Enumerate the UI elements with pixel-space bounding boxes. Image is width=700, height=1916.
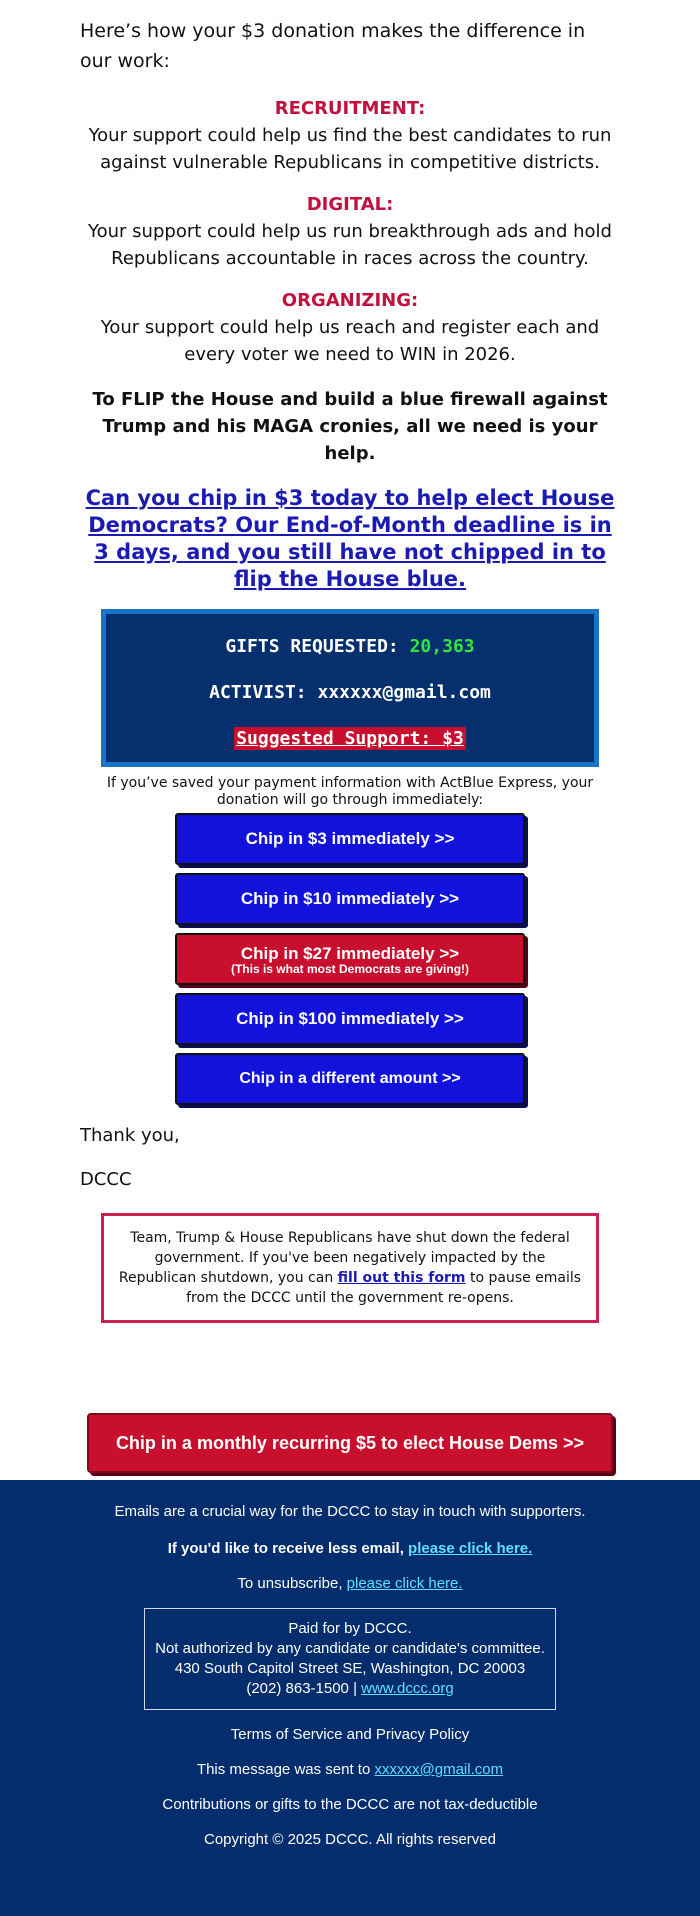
chip-27-button[interactable] [175, 933, 525, 985]
unsubscribe-link[interactable]: please click here. [346, 1575, 463, 1592]
recruitment-text: Your support could help us find the best candidates to run against vulnerable Republicans in competitive districts. [88, 125, 612, 173]
gifts-row [106, 624, 594, 670]
less-email-text: If you'd like to receive less email, [167, 1540, 404, 1557]
gifts-label: GIFTS REQUESTED: [225, 636, 399, 657]
digital-text: Your support could help us run breakthrough ads and hold Republicans accountable in races across the country. [88, 221, 612, 269]
shutdown-notice [101, 1213, 599, 1323]
monthly-recurring-button[interactable]: Chip in a monthly recurring $5 to elect House Dems >> [87, 1413, 613, 1473]
paid-for-box [144, 1608, 556, 1710]
suggested-support[interactable]: Suggested Support: $3 [236, 728, 464, 749]
footer-intro: Emails are a crucial way for the DCCC to stay in touch with supporters. [114, 1503, 586, 1520]
website-link[interactable]: www.dccc.org [361, 1680, 454, 1697]
sent-to-text: This message was sent to [196, 1761, 371, 1778]
footer [0, 1480, 700, 1916]
gifts-panel[interactable] [101, 609, 599, 767]
unsubscribe-line [0, 1575, 700, 1592]
tax-deductible-note: Contributions or gifts to the DCCC are not tax-deductible [162, 1796, 538, 1813]
signature: DCCC [80, 1169, 132, 1190]
recruitment-heading: RECRUITMENT: [274, 98, 426, 119]
terms-privacy-link[interactable]: Terms of Service and Privacy Policy [230, 1726, 470, 1743]
email-body [80, 0, 620, 1473]
activist-label: ACTIVIST: [209, 682, 307, 703]
chip-other-button[interactable]: Chip in a different amount >> [175, 1053, 525, 1105]
organizing-text: Your support could help us reach and register each and every voter we need to WIN in 2026. [100, 317, 600, 365]
less-email-link[interactable]: please click here. [408, 1540, 533, 1557]
thanks-text: Thank you, [80, 1125, 180, 1146]
suggested-row [106, 716, 594, 762]
phone-text: (202) 863-1500 | [246, 1680, 357, 1697]
chip-in-link[interactable]: Can you chip in $3 today to help elect House Democrats? Our End-of-Month deadline is in 3 days, and you still have not chipped in to flip the House blue. [85, 486, 615, 591]
notice-text-before: Team, Trump & House Republicans have shut down the federal government. If you've been negatively impacted by the Republican shutdown, you can [118, 1230, 570, 1286]
notice-text-after: to pause emails from the DCCC until the government re-opens. [186, 1270, 582, 1306]
chip-10-button[interactable]: Chip in $10 immediately >> [175, 873, 525, 925]
unsubscribe-text: To unsubscribe, [237, 1575, 343, 1592]
intro-text: Here’s how your $3 donation makes the difference in our work: [80, 20, 586, 72]
copyright: Copyright © 2025 DCCC. All rights reserved [203, 1831, 496, 1848]
chip-100-button[interactable]: Chip in $100 immediately >> [175, 993, 525, 1045]
digital-heading: DIGITAL: [306, 194, 394, 215]
chip-3-button[interactable]: Chip in $3 immediately >> [175, 813, 525, 865]
address-line: 430 South Capitol Street SE, Washington, DC 20003 [174, 1660, 526, 1677]
organizing-heading: ORGANIZING: [281, 290, 419, 311]
not-authorized-line: Not authorized by any candidate or candidate's committee. [155, 1640, 545, 1657]
sent-to-line [0, 1761, 700, 1778]
express-note: If you’ve saved your payment information with ActBlue Express, your donation will go through immediately: [106, 775, 594, 808]
chip-27-sublabel: (This is what most Democrats are giving!) [230, 962, 470, 976]
activist-row [106, 670, 594, 716]
less-email-line [0, 1540, 700, 1557]
recipient-email-link[interactable]: xxxxxx@gmail.com [374, 1761, 504, 1778]
activist-email: xxxxxx@gmail.com [317, 682, 491, 703]
flip-statement: To FLIP the House and build a blue firewall against Trump and his MAGA cronies, all we need is your help. [92, 389, 608, 464]
chip-27-label: Chip in $27 immediately >> [240, 944, 460, 963]
paid-for-line: Paid for by DCCC. [288, 1620, 412, 1637]
gifts-count: 20,363 [409, 636, 475, 657]
phone-line [145, 1679, 555, 1699]
fill-out-form-link[interactable]: fill out this form [337, 1270, 466, 1286]
